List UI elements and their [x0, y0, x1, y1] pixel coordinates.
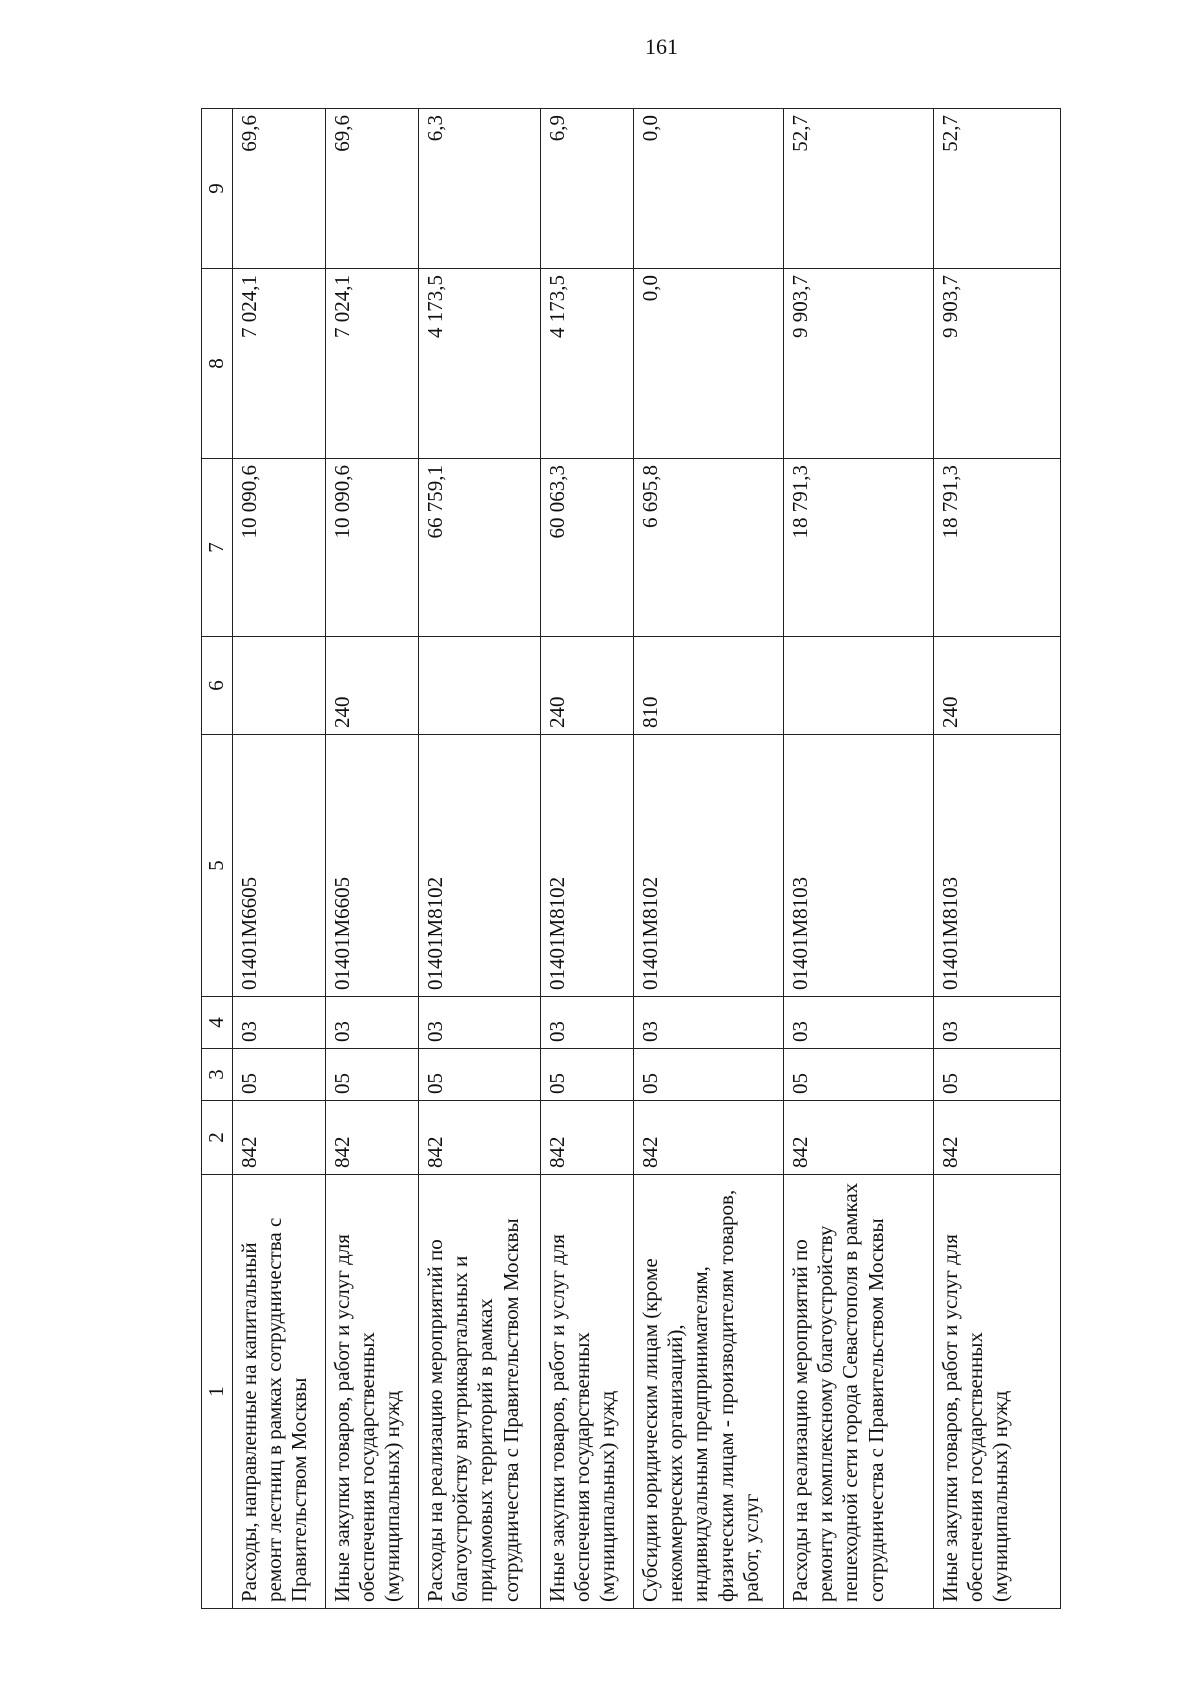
- header-row: [202, 109, 233, 1609]
- row-target-code: 01401М6605: [326, 735, 419, 997]
- col-header-2: 2: [202, 1101, 233, 1175]
- table-row: [541, 109, 634, 1609]
- row-section-code: 05: [233, 1049, 326, 1101]
- row-value-8: 9 903,7: [934, 269, 1061, 459]
- row-expense-type: 240: [541, 637, 634, 735]
- row-expense-type: [784, 637, 934, 735]
- col-header-3: 3: [202, 1049, 233, 1101]
- row-value-8: 7 024,1: [233, 269, 326, 459]
- row-ministry-code: 842: [784, 1101, 934, 1175]
- col-header-1: 1: [202, 1175, 233, 1609]
- row-section-code: 05: [934, 1049, 1061, 1101]
- row-value-7: 10 090,6: [233, 459, 326, 637]
- row-value-9: 6,9: [541, 109, 634, 269]
- row-expense-type: [419, 637, 541, 735]
- row-section-code: 05: [326, 1049, 419, 1101]
- row-value-8: 4 173,5: [419, 269, 541, 459]
- row-section-code: 05: [541, 1049, 634, 1101]
- row-name: Иные закупки товаров, работ и услуг для обеспечения государственных (муниципальных) нужд: [326, 1175, 419, 1609]
- row-value-7: 10 090,6: [326, 459, 419, 637]
- row-target-code: 01401М8103: [934, 735, 1061, 997]
- row-subsection-code: 03: [934, 997, 1061, 1049]
- row-ministry-code: 842: [419, 1101, 541, 1175]
- row-value-8: 7 024,1: [326, 269, 419, 459]
- row-ministry-code: 842: [326, 1101, 419, 1175]
- row-section-code: 05: [784, 1049, 934, 1101]
- row-expense-type: [233, 637, 326, 735]
- row-target-code: 01401М8102: [634, 735, 784, 997]
- row-subsection-code: 03: [784, 997, 934, 1049]
- row-section-code: 05: [419, 1049, 541, 1101]
- row-expense-type: 810: [634, 637, 784, 735]
- row-value-9: 69,6: [233, 109, 326, 269]
- row-name: Расходы на реализацию мероприятий по благоустройству внутриквартальных и придомовых территорий в рамках сотрудничества с Правительством Москвы: [419, 1175, 541, 1609]
- row-name: Иные закупки товаров, работ и услуг для обеспечения государственных (муниципальных) нужд: [934, 1175, 1061, 1609]
- row-value-8: 0,0: [634, 269, 784, 459]
- table-row: [934, 109, 1061, 1609]
- rotated-table-container: [201, 109, 1061, 1609]
- row-value-7: 60 063,3: [541, 459, 634, 637]
- page-number: 161: [645, 34, 678, 59]
- table-row: [419, 109, 541, 1609]
- col-header-4: 4: [202, 997, 233, 1049]
- row-target-code: 01401М8102: [419, 735, 541, 997]
- row-value-9: 69,6: [326, 109, 419, 269]
- row-subsection-code: 03: [326, 997, 419, 1049]
- col-header-6: 6: [202, 637, 233, 735]
- row-value-7: 18 791,3: [784, 459, 934, 637]
- row-name: Расходы, направленные на капитальный ремонт лестниц в рамках сотрудничества с Правительством Москвы: [233, 1175, 326, 1609]
- row-subsection-code: 03: [419, 997, 541, 1049]
- row-ministry-code: 842: [541, 1101, 634, 1175]
- table-row: [784, 109, 934, 1609]
- row-subsection-code: 03: [541, 997, 634, 1049]
- row-target-code: 01401М6605: [233, 735, 326, 997]
- row-target-code: 01401М8102: [541, 735, 634, 997]
- budget-table: [201, 108, 1061, 1609]
- row-value-7: 6 695,8: [634, 459, 784, 637]
- table-row: [326, 109, 419, 1609]
- row-ministry-code: 842: [233, 1101, 326, 1175]
- row-name: Расходы на реализацию мероприятий по ремонту и комплексному благоустройству пешеходной сети города Севастополя в рамках сотрудничества с Правительством Москвы: [784, 1175, 934, 1609]
- col-header-7: 7: [202, 459, 233, 637]
- col-header-8: 8: [202, 269, 233, 459]
- col-header-9: 9: [202, 109, 233, 269]
- row-value-7: 18 791,3: [934, 459, 1061, 637]
- row-expense-type: 240: [934, 637, 1061, 735]
- row-value-9: 52,7: [784, 109, 934, 269]
- row-target-code: 01401М8103: [784, 735, 934, 997]
- row-name: Иные закупки товаров, работ и услуг для обеспечения государственных (муниципальных) нужд: [541, 1175, 634, 1609]
- row-subsection-code: 03: [634, 997, 784, 1049]
- table-row: [634, 109, 784, 1609]
- row-subsection-code: 03: [233, 997, 326, 1049]
- row-expense-type: 240: [326, 637, 419, 735]
- row-name: Субсидии юридическим лицам (кроме некоммерческих организаций), индивидуальным предпринимателям, физическим лицам - производителям товаров, работ, услуг: [634, 1175, 784, 1609]
- row-value-9: 0,0: [634, 109, 784, 269]
- row-ministry-code: 842: [634, 1101, 784, 1175]
- row-value-8: 4 173,5: [541, 269, 634, 459]
- row-value-9: 52,7: [934, 109, 1061, 269]
- table-row: [233, 109, 326, 1609]
- row-ministry-code: 842: [934, 1101, 1061, 1175]
- col-header-5: 5: [202, 735, 233, 997]
- row-value-7: 66 759,1: [419, 459, 541, 637]
- row-section-code: 05: [634, 1049, 784, 1101]
- row-value-8: 9 903,7: [784, 269, 934, 459]
- row-value-9: 6,3: [419, 109, 541, 269]
